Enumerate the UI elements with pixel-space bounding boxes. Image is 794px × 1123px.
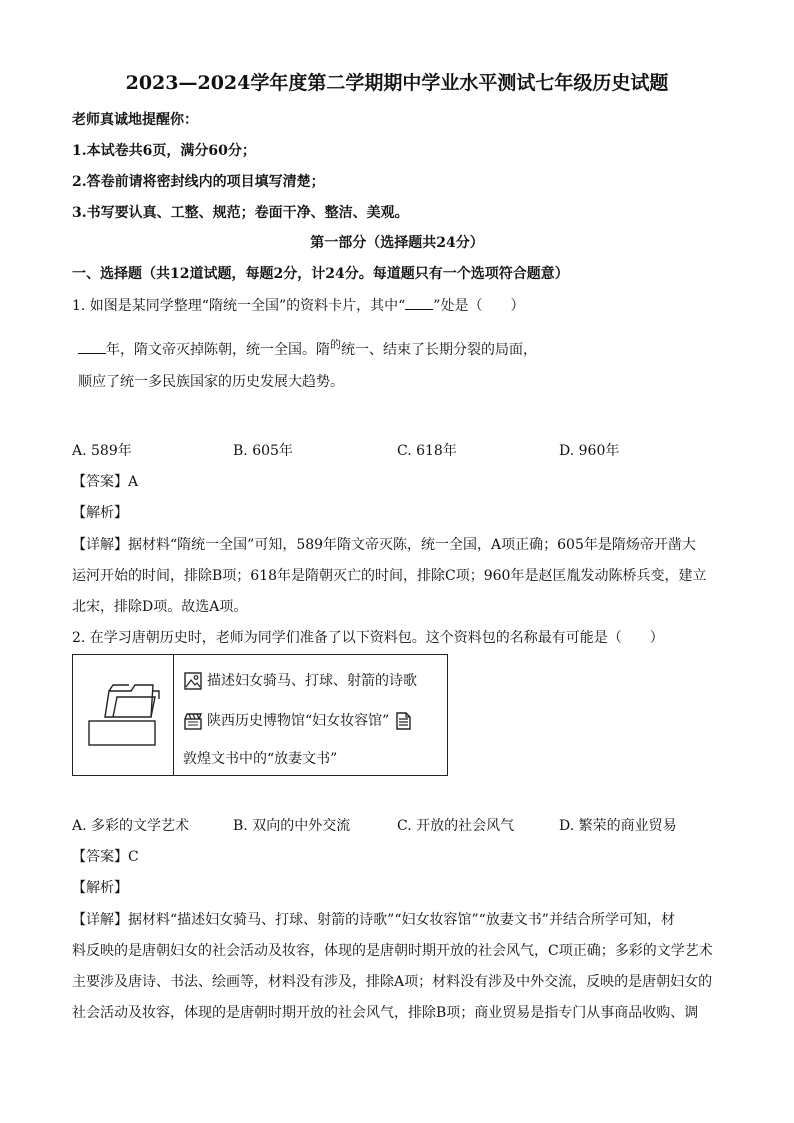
q1-option-b: B. 605年 [233,443,293,459]
document-icon [393,711,413,731]
resource-item-museum [183,711,413,731]
q1-option-c: C. 618年 [397,443,457,459]
q2-option-a: A. 多彩的文学艺术 [72,818,190,834]
q1-detail-line-1: 【详解】据材料“隋统一全国”可知，589年隋文帝灭陈，统一全国，A项正确；605年是隋炀帝开凿大 [72,537,696,553]
notice-item-1: 1.本试卷共6页，满分60分； [72,143,256,159]
q2-detail-line-3: 主要涉及唐诗、书法、绘画等，材料没有涉及，排除A项；材料没有涉及中外交流，反映的是唐朝妇女的 [72,974,713,990]
question-1-stem: 1. 如图是某同学整理“隋统一全国”的资料卡片，其中“ ”处是（ ） [72,295,524,316]
answer-blank [405,295,433,310]
folder-icon [73,655,173,775]
notice-item-3: 3.书写要认真、工整、规范；卷面干净、整洁、美观。 [72,205,409,221]
notice-item-2: 2.答卷前请将密封线内的项目填写清楚； [72,174,325,190]
q2-detail-line-4: 社会活动及妆容，体现的是唐朝时期开放的社会风气，排除B项；商业贸易是指专门从事商品收购、调 [72,1005,699,1021]
resource-item-poems [183,671,417,691]
page-title: 2023—2024学年度第二学期期中学业水平测试七年级历史试题 [125,72,669,94]
resource-item-document [183,749,337,769]
part-heading: 第一部分（选择题共24分） [310,235,484,251]
q1-detail-line-2: 运河开始的时间，排除B项；618年是隋朝灭亡的时间，排除C项；960年是赵匡胤发动陈桥兵变，建立 [72,568,707,584]
question-1-card-line-2: 顺应了统一多民族国家的历史发展大趋势。 [78,374,344,390]
q2-option-c: C. 开放的社会风气 [397,818,515,834]
section-heading: 一、选择题（共12道试题，每题2分，计24分。每道题只有一个选项符合题意） [72,266,569,282]
q2-option-d: D. 繁荣的商业贸易 [559,818,677,834]
picture-icon [183,671,203,691]
question-2-stem: 2. 在学习唐朝历史时，老师为同学们准备了以下资料包。这个资料包的名称最有可能是（ ） [72,630,664,646]
resource-item-label: 陕西历史博物馆“妇女妆容馆” [207,713,390,729]
q2-answer: 【答案】C [72,849,139,865]
notice-heading: 老师真诚地提醒你： [72,112,198,128]
q1-analysis-label: 【解析】 [72,505,128,521]
card-blank [78,339,106,354]
q2-detail-line-1: 【详解】据材料“描述妇女骑马、打球、射箭的诗歌”“妇女妆容馆”“放妻文书”并结合所学可知，材 [72,912,675,928]
resource-item-label: 敦煌文书中的“放妻文书” [183,751,338,767]
q1-option-d: D. 960年 [559,443,620,459]
q2-option-b: B. 双向的中外交流 [233,818,351,834]
q1-detail-line-3: 北宋，排除D项。故选A项。 [72,599,248,615]
clapperboard-icon [183,711,203,731]
resource-package-box [72,654,448,776]
q2-analysis-label: 【解析】 [72,880,128,896]
q1-answer: 【答案】A [72,474,139,490]
resource-item-label: 描述妇女骑马、打球、射箭的诗歌 [207,673,417,689]
resource-package-image [73,655,174,775]
q1-option-a: A. 589年 [72,443,132,459]
question-1-card-line-1: 年，隋文帝灭掉陈朝，统一全国。隋$^的$统一、结束了长期分裂的局面， [78,339,537,361]
q2-detail-line-2: 料反映的是唐朝妇女的社会活动及妆容，体现的是唐朝时期开放的社会风气，C项正确；多彩的文学艺术 [72,943,713,959]
